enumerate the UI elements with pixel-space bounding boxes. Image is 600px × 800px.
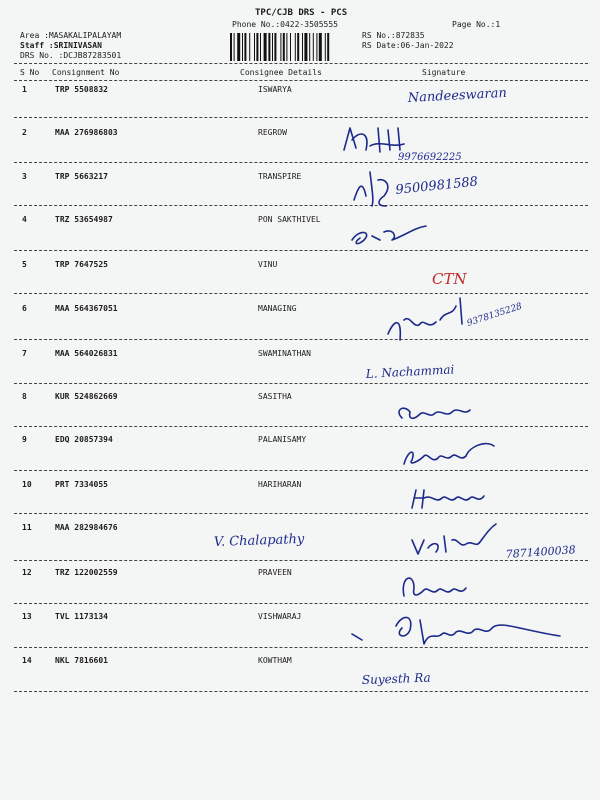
signature-row-8 [399, 408, 470, 418]
row-sno: 7 [22, 349, 27, 358]
page-number: Page No.:1 [452, 20, 501, 29]
signature-row-5 [432, 270, 467, 288]
signature-row-10 [412, 490, 484, 508]
drs-number: DRS No. :DCJB87283501 [20, 51, 122, 60]
row-consignment: MAA 564026831 [55, 349, 118, 358]
row-consignee: ISWARYA [258, 85, 292, 94]
row-consignment: TRP 7647525 [55, 260, 108, 269]
row-consignee: SASITHA [258, 392, 292, 401]
signature-row-11 [214, 524, 576, 561]
row-consignment: TRZ 53654987 [55, 215, 113, 224]
rs-date: RS Date:06-Jan-2022 [362, 41, 454, 50]
signature-row-2 [344, 128, 462, 163]
signature-phone: 9500981588 [394, 174, 479, 198]
signature-row-12 [403, 578, 466, 596]
col-signature: Signature [422, 68, 466, 77]
row-sno: 6 [22, 304, 27, 313]
signature-row-13 [352, 617, 560, 644]
row-consignee: REGROW [258, 128, 287, 137]
row-consignment: KUR 524862669 [55, 392, 118, 401]
row-consignment: TRP 5663217 [55, 172, 108, 181]
row-sno: 4 [22, 215, 27, 224]
row-sno: 14 [22, 656, 32, 665]
row-consignment: NKL 7816601 [55, 656, 108, 665]
col-sno: S No [20, 68, 40, 77]
row-sno: 10 [22, 480, 32, 489]
row-sno: 2 [22, 128, 27, 137]
row-consignee: SWAMINATHAN [258, 349, 311, 358]
row-consignment: TRP 5508832 [55, 85, 108, 94]
row-consignee: MANAGING [258, 304, 297, 313]
row-consignee: KOWTHAM [258, 656, 292, 665]
row-sno: 9 [22, 435, 27, 444]
signature-row-9 [404, 444, 494, 464]
row-consignee: TRANSPIRE [258, 172, 302, 181]
row-sno: 11 [22, 523, 32, 532]
signature-text: Nandeeswaran [407, 85, 508, 106]
row-sno: 12 [22, 568, 32, 577]
row-sno: 8 [22, 392, 27, 401]
signature-phone: 7871400038 [505, 543, 577, 561]
row-consignee: PRAVEEN [258, 568, 292, 577]
sheet-title: TPC/CJB DRS - PCS [255, 8, 348, 18]
col-consignment: Consignment No [52, 68, 120, 77]
row-consignment: TRZ 122002559 [55, 568, 118, 577]
row-consignment: PRT 7334055 [55, 480, 108, 489]
row-consignment: MAA 564367051 [55, 304, 118, 313]
row-consignee: HARIHARAN [258, 480, 302, 489]
row-sno: 1 [22, 85, 27, 94]
signature-row-6 [388, 298, 524, 340]
row-consignment: TVL 1173134 [55, 612, 108, 621]
signature-phone: 9976692225 [398, 152, 462, 163]
signature-row-3 [354, 172, 479, 206]
signature-stamp: CTN [432, 270, 467, 288]
col-consignee: Consignee Details [240, 68, 322, 77]
row-sno: 13 [22, 612, 32, 621]
phone-number: Phone No.:0422-3505555 [232, 20, 338, 29]
row-consignee: VISHWARAJ [258, 612, 302, 621]
signature-text: L. Nachammai [365, 362, 455, 381]
area-label: Area :MASAKALIPALAYAM [20, 31, 122, 40]
signature-row-7 [364, 362, 454, 381]
row-consignee: PON SAKTHIVEL [258, 215, 321, 224]
handwritten-consignee: V. Chalapathy [213, 531, 305, 550]
row-consignee: VINU [258, 260, 278, 269]
row-sno: 3 [22, 172, 27, 181]
signature-row-14 [362, 671, 431, 687]
staff-label: Staff :SRINIVASAN [20, 41, 102, 50]
signature-text: Suyesth Ra [361, 670, 431, 687]
row-consignment: EDQ 20857394 [55, 435, 113, 444]
row-consignment: MAA 282984676 [55, 523, 118, 532]
row-consignment: MAA 276986803 [55, 128, 118, 137]
row-consignee: PALANISAMY [258, 435, 307, 444]
signature-row-4 [352, 226, 426, 244]
row-sno: 5 [22, 260, 27, 269]
rs-number: RS No.:872835 [362, 31, 425, 40]
signature-phone: 9378135228 [465, 301, 524, 329]
signature-row-1 [406, 86, 507, 106]
